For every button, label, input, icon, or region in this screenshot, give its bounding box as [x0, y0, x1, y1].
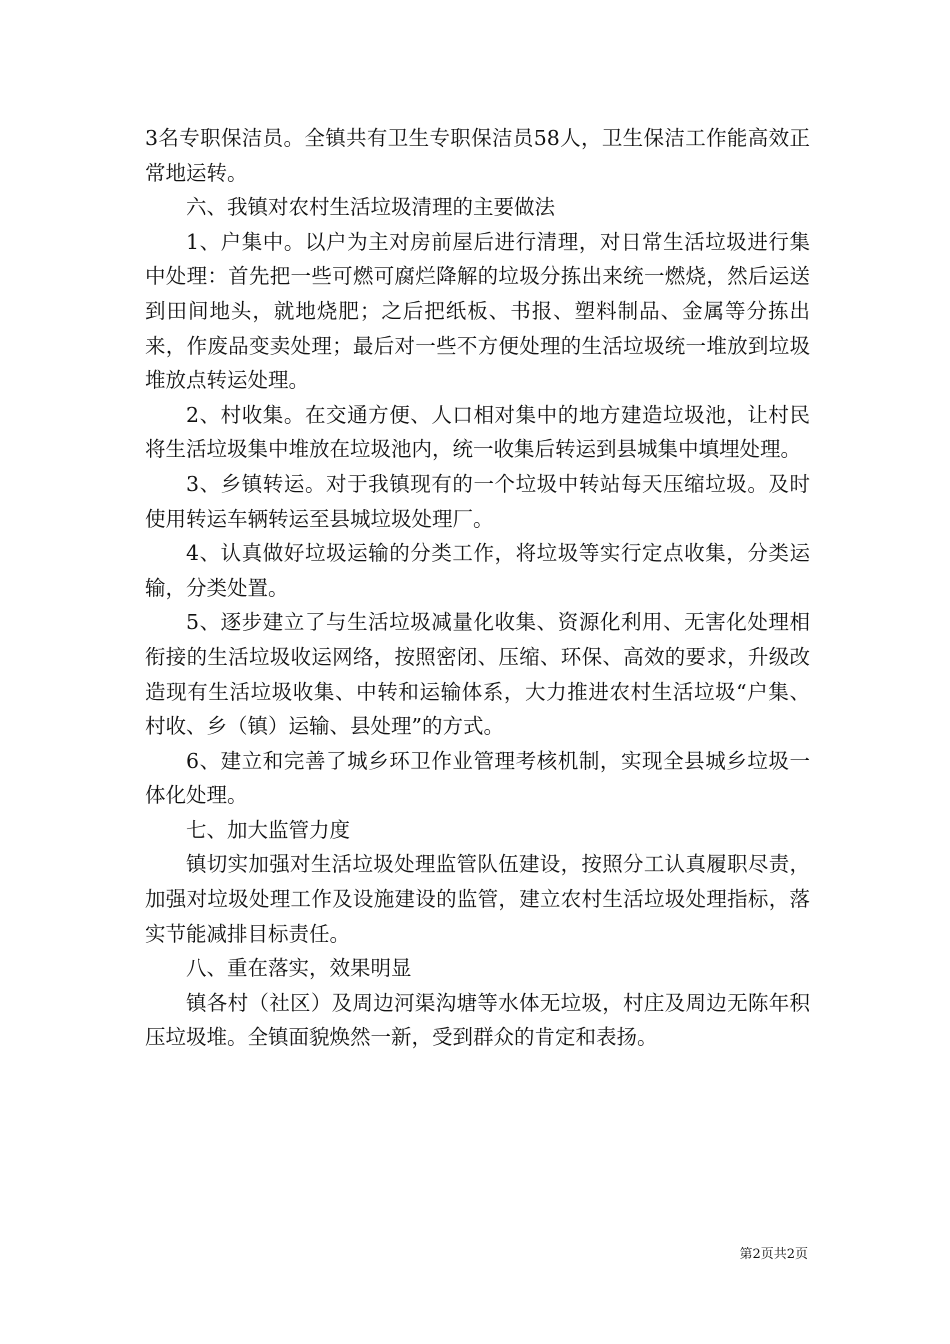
- paragraph-results: 镇各村（社区）及周边河渠沟塘等水体无垃圾，村庄及周边无陈年积压垃圾堆。全镇面貌焕然一新，受到群众的肯定和表扬。: [145, 990, 810, 1050]
- page-number: 第2页共2页: [739, 1247, 808, 1262]
- list-item-township-transfer: 3、乡镇转运。对于我镇现有的一个垃圾中转站每天压缩垃圾。及时使用转运车辆转运至县城垃圾处理厂。: [145, 471, 810, 531]
- list-item-household-collection: 1、户集中。以户为主对房前屋后进行清理，对日常生活垃圾进行集中处理：首先把一些可燃可腐烂降解的垃圾分拣出来统一燃烧，然后运送到田间地头，就地烧肥；之后把纸板、书报、塑料制品、金属等分拣出来，作废品变卖处理；最后对一些不方便处理的生活垃圾统一堆放到垃圾堆放点转运处理。: [145, 229, 810, 393]
- document-body: [145, 121, 810, 1055]
- section-heading-eight: 八、重在落实，效果明显: [186, 956, 412, 981]
- list-item-assessment: 6、建立和完善了城乡环卫作业管理考核机制，实现全县城乡垃圾一体化处理。: [145, 748, 810, 808]
- section-heading-six: 六、我镇对农村生活垃圾清理的主要做法: [186, 195, 555, 220]
- list-item-network: 5、逐步建立了与生活垃圾减量化收集、资源化利用、无害化处理相衔接的生活垃圾收运网络，按照密闭、压缩、环保、高效的要求，升级改造现有生活垃圾收集、中转和运输体系，大力推进农村生活垃圾“户集、村收、乡（镇）运输、县处理”的方式。: [145, 610, 810, 739]
- list-item-classification: 4、认真做好垃圾运输的分类工作，将垃圾等实行定点收集，分类运输，分类处置。: [145, 541, 810, 600]
- paragraph-continuation: 3名专职保洁员。全镇共有卫生专职保洁员58人，卫生保洁工作能高效正常地运转。: [145, 126, 810, 185]
- list-item-village-collection: 2、村收集。在交通方便、人口相对集中的地方建造垃圾池，让村民将生活垃圾集中堆放在垃圾池内，统一收集后转运到县城集中填埋处理。: [145, 402, 810, 462]
- paragraph-supervision: 镇切实加强对生活垃圾处理监管队伍建设，按照分工认真履职尽责，加强对垃圾处理工作及设施建设的监管，建立农村生活垃圾处理指标，落实节能减排目标责任。: [145, 852, 810, 946]
- section-heading-seven: 七、加大监管力度: [186, 817, 350, 842]
